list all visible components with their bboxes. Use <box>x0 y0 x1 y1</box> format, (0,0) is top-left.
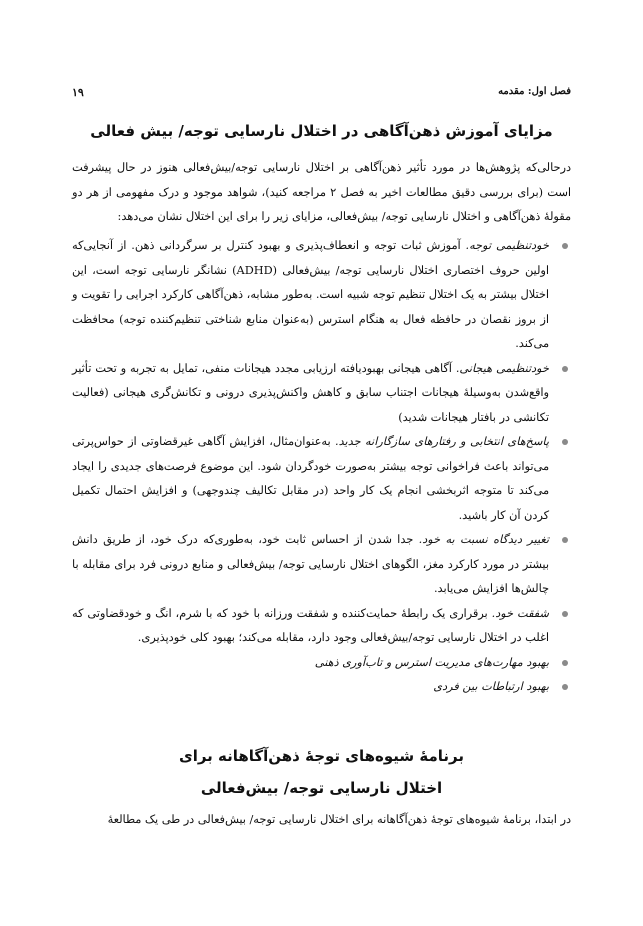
section-title: مزایای آموزش ذهن‌آگاهی در اختلال نارسایی توجه/ بیش فعالی <box>90 122 553 140</box>
program-title-line2: اختلال نارسایی توجه/ بیش‌فعالی <box>200 779 443 797</box>
program-title-line1: برنامهٔ شیوه‌های توجهٔ ذهن‌آگاهانه برای <box>178 747 465 765</box>
program-title <box>60 740 583 804</box>
item-text: جدا شدن از احساس ثابت خود، به‌طوری‌که درک خود، از طریق دانش بیشتر در مورد کارکرد مغز، الگوهای اختلال نارسایی توجه/ بیش‌فعالی و منابع درونی فرد برای مقابله با چالش‌ها افزایش می‌یابد. <box>72 533 549 595</box>
item-text: آگاهی هیجانی بهبودیافته ارزیابی مجدد هیجانات منفی، تمایل به تجربه و تحت تأثیر واقع‌شدن به‌وسیلهٔ هیجانات اجتناب سابق و کاهش واکنش‌پذیری درونی و تکانش‌گری هیجانی (فعالیت تکانشی در بافتار هیجانات شدید) <box>72 361 549 424</box>
benefits-list <box>72 234 571 700</box>
bullet-icon <box>562 439 568 445</box>
list-item <box>72 234 571 357</box>
list-item <box>72 430 571 528</box>
bullet-icon <box>562 537 568 543</box>
list-item <box>72 357 571 431</box>
item-lead: تغییر دیدگاه نسبت به خود. <box>418 533 550 546</box>
item-lead: پاسخ‌های انتخابی و رفتارهای سازگارانه جدید. <box>335 435 549 448</box>
bullet-icon <box>562 684 568 690</box>
list-item <box>72 528 571 602</box>
item-lead: بهبود مهارت‌های مدیریت استرس و تاب‌آوری ذهنی <box>314 655 549 669</box>
item-lead: بهبود ارتباطات بین فردی <box>433 680 549 693</box>
bullet-icon <box>562 660 568 666</box>
intro-paragraph: درحالی‌که پژوهش‌ها در مورد تأثیر ذهن‌آگاهی بر اختلال نارسایی توجه/بیش‌فعالی هنوز در حال پیشرفت است (برای بررسی دقیق مطالعات اخیر به فصل ۲ مراجعه کنید)، شواهد موجود و درک مفهومی از هر دو مقولهٔ ذهن‌آگاهی و اختلال نارسایی توجه/ بیش‌فعالی، مزایای زیر را برای این اختلال نشان می‌دهد: <box>72 161 571 223</box>
item-lead: خودتنظیمی توجه. <box>465 239 549 252</box>
list-item <box>72 651 571 676</box>
item-text: برقراری یک رابطهٔ حمایت‌کننده و شفقت ورزانه با خود که با شرم، انگ و خودقضاوتی که اغلب در اختلال نارسایی توجه/بیش‌فعالی وجود دارد، مقابله می‌کند؛ بهبود کلی خودپذیری. <box>72 606 549 644</box>
item-lead: خودتنظیمی هیجانی. <box>455 361 550 375</box>
bullet-icon <box>562 243 568 249</box>
item-text: به‌عنوان‌مثال، افزایش آگاهی غیرقضاوتی از حواس‌پرتی می‌تواند باعث فراخوانی توجه بیشتر به‌صورت خودگردان شود. این موضوع فرصت‌های جدیدی را ایجاد می‌کند تا متوجه اثربخشی انجام یک کار واحد (در مقابل تکالیف چندوجهی) و افزایش احتمال تکمیل کردن آن کار باشید. <box>72 435 549 522</box>
running-header <box>72 86 571 102</box>
chapter-title: فصل اول: مقدمه <box>498 86 571 97</box>
bullet-icon <box>562 366 568 372</box>
list-item <box>72 675 571 700</box>
closing-paragraph: در ابتدا، برنامهٔ شیوه‌های توجهٔ ذهن‌آگاهانه برای اختلال نارسایی توجه/ بیش‌فعالی در طی یک مطالعهٔ <box>107 813 571 826</box>
page-number: ۱۹ <box>72 86 84 99</box>
bullet-icon <box>562 611 568 617</box>
list-item <box>72 602 571 651</box>
item-lead: شفقت خود. <box>491 606 549 620</box>
item-text: آموزش ثبات توجه و انعطاف‌پذیری و بهبود کنترل بر سرگردانی ذهن. از آنجایی‌که اولین حروف اختصاری اختلال نارسایی توجه/ بیش‌فعالی (ADHD) نشانگر نارسایی توجه است، این اختلال بیشتر به یک اختلال تنظیم توجه شبیه است. به‌طور مشابه، ذهن‌آگاهی کارکرد اجرایی را تقویت و از بروز نقصان در حافظه فعال به هنگام استرس (به‌عنوان منابع شناختی تنظیم‌کننده توجه) محافظت می‌کند. <box>72 239 549 350</box>
